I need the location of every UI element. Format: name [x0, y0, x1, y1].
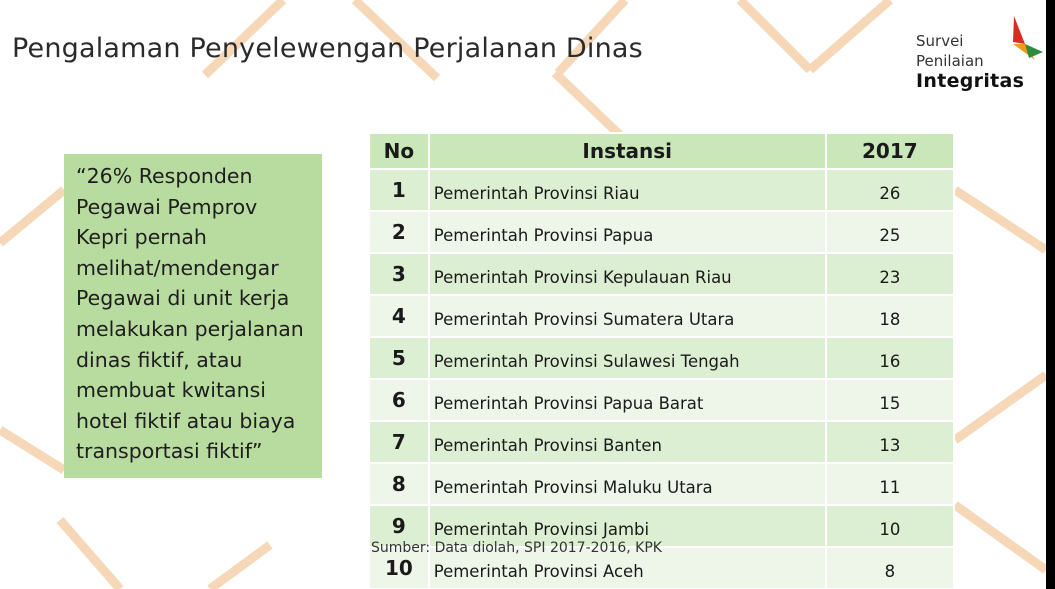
quote-text: “26% Responden Pegawai Pemprov Kepri pernah melihat/mendengar Pegawai di unit kerja melakukan perjalanan dinas fiktif, atau membuat kwitansi hotel fiktif atau biaya transportasi fiktif” [76, 164, 304, 464]
header-instansi: Instansi [429, 133, 826, 169]
row-instansi: Pemerintah Provinsi Banten [429, 421, 826, 463]
table-row [369, 379, 954, 421]
row-number: 4 [369, 295, 429, 337]
table-row [369, 211, 954, 253]
table-row [369, 253, 954, 295]
row-instansi: Pemerintah Provinsi Jambi [429, 505, 826, 547]
row-instansi: Pemerintah Provinsi Sulawesi Tengah [429, 337, 826, 379]
row-instansi: Pemerintah Provinsi Aceh [429, 547, 826, 589]
header-no: No [369, 133, 429, 169]
row-value: 8 [826, 547, 954, 589]
row-number: 1 [369, 169, 429, 211]
row-number: 9 [369, 505, 429, 547]
row-number: 8 [369, 463, 429, 505]
row-instansi: Pemerintah Provinsi Maluku Utara [429, 463, 826, 505]
row-instansi: Pemerintah Provinsi Riau [429, 169, 826, 211]
row-value: 13 [826, 421, 954, 463]
row-instansi: Pemerintah Provinsi Kepulauan Riau [429, 253, 826, 295]
row-value: 16 [826, 337, 954, 379]
table-row [369, 295, 954, 337]
row-value: 15 [826, 379, 954, 421]
page-title: Pengalaman Penyelewengan Perjalanan Dinas [12, 33, 643, 64]
row-instansi: Pemerintah Provinsi Papua Barat [429, 379, 826, 421]
row-number: 6 [369, 379, 429, 421]
logo-line-1: Survei [916, 32, 964, 50]
table-row [369, 337, 954, 379]
source-note: Sumber: Data diolah, SPI 2017-2016, KPK [371, 540, 662, 556]
row-number: 3 [369, 253, 429, 295]
row-value: 25 [826, 211, 954, 253]
header-year: 2017 [826, 133, 954, 169]
row-instansi: Pemerintah Provinsi Papua [429, 211, 826, 253]
row-value: 10 [826, 505, 954, 547]
row-value: 18 [826, 295, 954, 337]
row-number: 2 [369, 211, 429, 253]
logo-wordmark: Integritas [916, 70, 1025, 92]
table-header-row [369, 133, 954, 169]
row-number: 10 [369, 547, 429, 589]
row-value: 11 [826, 463, 954, 505]
table-row [369, 463, 954, 505]
row-value: 26 [826, 169, 954, 211]
row-value: 23 [826, 253, 954, 295]
table-row [369, 421, 954, 463]
row-number: 5 [369, 337, 429, 379]
logo [916, 14, 1044, 94]
row-instansi: Pemerintah Provinsi Sumatera Utara [429, 295, 826, 337]
row-number: 7 [369, 421, 429, 463]
data-table [368, 132, 955, 589]
logo-mark-icon [999, 14, 1044, 76]
table-row [369, 169, 954, 211]
quote-box [64, 154, 322, 478]
logo-line-2: Penilaian [916, 52, 984, 70]
